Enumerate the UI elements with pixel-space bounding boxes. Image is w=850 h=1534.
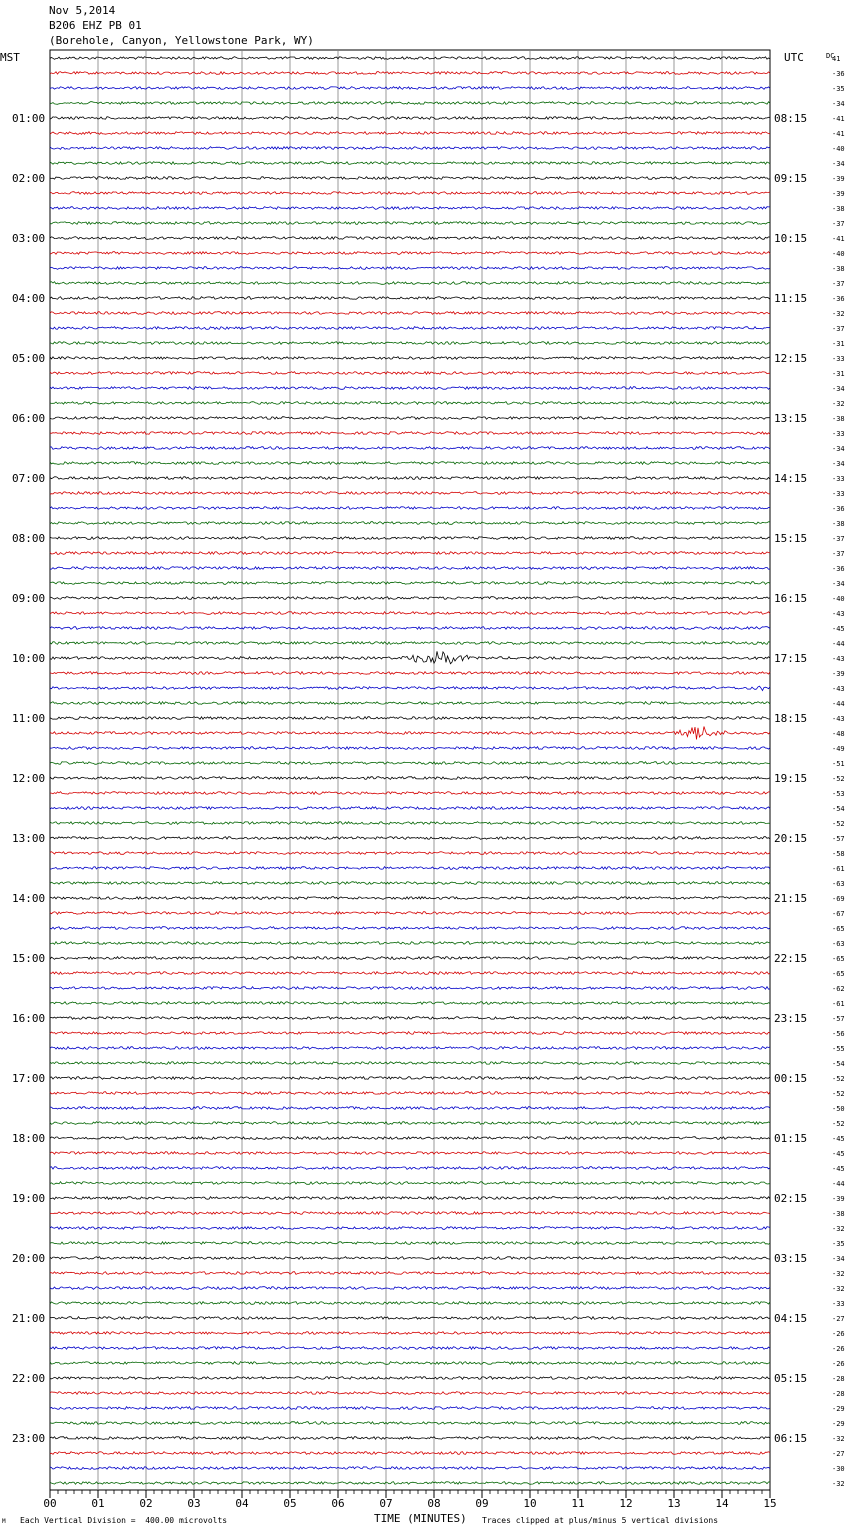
left-hour-label: 06:00 xyxy=(12,412,46,425)
dc-offset-label: -40 xyxy=(832,595,845,603)
dc-offset-label: -33 xyxy=(832,490,845,498)
trace-line xyxy=(50,777,770,780)
dc-offset-label: -32 xyxy=(832,400,845,408)
dc-offset-label: -50 xyxy=(832,1105,845,1113)
trace-line xyxy=(50,762,770,765)
dc-offset-label: -39 xyxy=(832,175,845,183)
trace-line xyxy=(50,1017,770,1020)
left-hour-label: 02:00 xyxy=(12,172,46,185)
dc-offset-label: -65 xyxy=(832,970,845,978)
trace-line xyxy=(50,942,770,945)
dc-offset-label: -37 xyxy=(832,280,845,288)
dc-offset-label: -37 xyxy=(832,220,845,228)
left-hour-label: 15:00 xyxy=(12,952,46,965)
right-hour-label: 03:15 xyxy=(774,1252,808,1265)
trace-line xyxy=(50,1452,770,1455)
dc-offset-label: -39 xyxy=(832,190,845,198)
left-hour-label: 17:00 xyxy=(12,1072,46,1085)
dc-offset-label: -38 xyxy=(832,520,845,528)
dc-offset-label: -53 xyxy=(832,790,845,798)
trace-line xyxy=(50,717,770,720)
dc-offset-label: -52 xyxy=(832,1090,845,1098)
trace-line xyxy=(50,686,770,690)
trace-line xyxy=(50,207,770,210)
right-hour-label: 15:15 xyxy=(774,532,808,545)
dc-offset-label: -33 xyxy=(832,1300,845,1308)
trace-line xyxy=(50,822,770,825)
dc-offset-label: -26 xyxy=(832,1345,845,1353)
dc-offset-label: -52 xyxy=(832,820,845,828)
trace-line xyxy=(50,1182,770,1185)
dc-offset-label: -41 xyxy=(832,235,845,243)
mst-label: MST xyxy=(0,51,20,64)
left-hour-label: 19:00 xyxy=(12,1192,46,1205)
dc-offset-label: -41 xyxy=(832,115,845,123)
trace-line xyxy=(50,582,770,585)
dc-offset-label: -32 xyxy=(832,1225,845,1233)
dc-offset-label: -32 xyxy=(832,1435,845,1443)
trace-line xyxy=(50,492,770,495)
dc-offset-label: -43 xyxy=(832,610,845,618)
trace-line xyxy=(50,1107,770,1110)
dc-offset-label: -48 xyxy=(832,730,845,738)
dc-offset-label: -40 xyxy=(832,145,845,153)
station-location: (Borehole, Canyon, Yellowstone Park, WY) xyxy=(49,34,314,47)
dc-offset-label: -38 xyxy=(832,265,845,273)
trace-line xyxy=(50,417,770,420)
dc-offset-label: -26 xyxy=(832,1360,845,1368)
trace-line xyxy=(50,912,770,915)
dc-offset-label: 41 xyxy=(832,55,841,63)
dc-offset-label: -57 xyxy=(832,835,845,843)
trace-line xyxy=(50,702,770,705)
trace-line xyxy=(50,87,770,90)
trace-line xyxy=(50,972,770,975)
trace-line xyxy=(50,672,770,675)
trace-line xyxy=(50,1482,770,1485)
trace-line xyxy=(50,1077,770,1080)
trace-line xyxy=(50,1347,770,1350)
dc-offset-label: -45 xyxy=(832,1150,845,1158)
dc-offset-label: -52 xyxy=(832,1075,845,1083)
dc-offset-label: -56 xyxy=(832,1030,845,1038)
dc-offset-label: -34 xyxy=(832,445,845,453)
trace-line xyxy=(50,1257,770,1260)
dc-offset-label: -51 xyxy=(832,760,845,768)
right-hour-label: 00:15 xyxy=(774,1072,808,1085)
trace-line xyxy=(50,552,770,555)
trace-line xyxy=(50,1032,770,1035)
dc-offset-label: -67 xyxy=(832,910,845,918)
trace-line xyxy=(50,72,770,75)
dc-offset-label: -28 xyxy=(832,1390,845,1398)
trace-line xyxy=(50,1407,770,1410)
x-axis-title: TIME (MINUTES) xyxy=(374,1512,467,1525)
x-tick-label: 09 xyxy=(475,1497,489,1510)
trace-line xyxy=(50,177,770,180)
x-tick-label: 02 xyxy=(139,1497,153,1510)
x-tick-label: 00 xyxy=(43,1497,57,1510)
right-hour-label: 01:15 xyxy=(774,1132,808,1145)
dc-offset-label: -61 xyxy=(832,865,845,873)
trace-line xyxy=(50,747,770,750)
dc-offset-label: -34 xyxy=(832,1255,845,1263)
dc-offset-label: -34 xyxy=(832,100,845,108)
x-tick-label: 12 xyxy=(619,1497,633,1510)
trace-line xyxy=(50,1362,770,1365)
dc-offset-label: -34 xyxy=(832,385,845,393)
dc-offset-label: -33 xyxy=(832,430,845,438)
trace-line xyxy=(50,1197,770,1200)
trace-line xyxy=(50,1137,770,1140)
dc-offset-label: -34 xyxy=(832,160,845,168)
trace-line xyxy=(50,1377,770,1380)
dc-offset-label: -35 xyxy=(832,85,845,93)
dc-offset-label: -32 xyxy=(832,1285,845,1293)
right-hour-label: 21:15 xyxy=(774,892,808,905)
right-hour-label: 16:15 xyxy=(774,592,808,605)
dc-offset-label: -37 xyxy=(832,325,845,333)
trace-line xyxy=(50,867,770,870)
trace-line xyxy=(50,372,770,375)
trace-line xyxy=(50,252,770,255)
right-hour-label: 14:15 xyxy=(774,472,808,485)
x-tick-label: 05 xyxy=(283,1497,297,1510)
left-hour-label: 03:00 xyxy=(12,232,46,245)
dc-offset-label: -32 xyxy=(832,310,845,318)
dc-offset-label: -54 xyxy=(832,805,845,813)
trace-line xyxy=(50,282,770,285)
trace-line xyxy=(50,792,770,795)
trace-line xyxy=(50,612,770,615)
trace-line xyxy=(50,312,770,315)
dc-offset-label: -33 xyxy=(832,355,845,363)
trace-line xyxy=(50,852,770,855)
x-tick-label: 03 xyxy=(187,1497,201,1510)
trace-line xyxy=(50,222,770,225)
left-hour-label: 18:00 xyxy=(12,1132,46,1145)
trace-line xyxy=(50,342,770,345)
dc-offset-label: -52 xyxy=(832,1120,845,1128)
x-tick-label: 13 xyxy=(667,1497,681,1510)
left-hour-label: 04:00 xyxy=(12,292,46,305)
x-tick-label: 06 xyxy=(331,1497,345,1510)
left-hour-label: 20:00 xyxy=(12,1252,46,1265)
trace-line xyxy=(50,297,770,300)
trace-line xyxy=(50,1212,770,1215)
right-hour-label: 19:15 xyxy=(774,772,808,785)
dc-offset-label: -34 xyxy=(832,580,845,588)
dc-offset-label: -31 xyxy=(832,370,845,378)
left-hour-label: 21:00 xyxy=(12,1312,46,1325)
x-tick-label: 08 xyxy=(427,1497,441,1510)
dc-offset-label: -38 xyxy=(832,205,845,213)
trace-line xyxy=(50,162,770,165)
dc-offset-label: -43 xyxy=(832,685,845,693)
trace-line xyxy=(50,387,770,390)
dc-offset-label: -38 xyxy=(832,1210,845,1218)
trace-line xyxy=(50,1002,770,1005)
dc-offset-label: -52 xyxy=(832,775,845,783)
utc-label: UTC xyxy=(784,51,804,64)
dc-offset-label: -32 xyxy=(832,1270,845,1278)
left-hour-label: 01:00 xyxy=(12,112,46,125)
trace-line xyxy=(50,57,770,60)
dc-offset-label: -45 xyxy=(832,625,845,633)
trace-line xyxy=(50,447,770,450)
dc-offset-label: -31 xyxy=(832,340,845,348)
trace-line xyxy=(50,957,770,960)
left-hour-label: 22:00 xyxy=(12,1372,46,1385)
clip-note: Traces clipped at plus/minus 5 vertical divisions xyxy=(482,1516,719,1525)
station-code: B206 EHZ PB 01 xyxy=(49,19,142,32)
dc-offset-label: -37 xyxy=(832,550,845,558)
dc-offset-label: -44 xyxy=(832,1180,845,1188)
dc-offset-label: -69 xyxy=(832,895,845,903)
dc-offset-label: -57 xyxy=(832,1015,845,1023)
trace-line xyxy=(50,642,770,645)
left-hour-label: 10:00 xyxy=(12,652,46,665)
right-hour-label: 05:15 xyxy=(774,1372,808,1385)
trace-line xyxy=(50,987,770,990)
dc-offset-label: -43 xyxy=(832,655,845,663)
trace-line xyxy=(50,567,770,570)
dc-offset-label: -36 xyxy=(832,505,845,513)
left-hour-label: 09:00 xyxy=(12,592,46,605)
trace-line xyxy=(50,1332,770,1335)
trace-line xyxy=(50,651,770,663)
trace-line xyxy=(50,1467,770,1470)
trace-line xyxy=(50,897,770,900)
right-hour-label: 18:15 xyxy=(774,712,808,725)
trace-line xyxy=(50,927,770,930)
trace-line xyxy=(50,727,770,740)
right-hour-label: 23:15 xyxy=(774,1012,808,1025)
right-hour-label: 06:15 xyxy=(774,1432,808,1445)
trace-line xyxy=(50,597,770,600)
dc-offset-label: -27 xyxy=(832,1450,845,1458)
x-tick-label: 14 xyxy=(715,1497,729,1510)
trace-line xyxy=(50,1317,770,1320)
corner-mark: M xyxy=(2,1518,6,1525)
trace-line xyxy=(50,1227,770,1230)
trace-line xyxy=(50,507,770,510)
dc-offset-label: -37 xyxy=(832,535,845,543)
right-hour-label: 13:15 xyxy=(774,412,808,425)
right-hour-label: 08:15 xyxy=(774,112,808,125)
trace-line xyxy=(50,1062,770,1065)
right-hour-label: 12:15 xyxy=(774,352,808,365)
trace-line xyxy=(50,462,770,465)
x-tick-label: 01 xyxy=(91,1497,105,1510)
x-tick-label: 11 xyxy=(571,1497,585,1510)
right-hour-label: 11:15 xyxy=(774,292,808,305)
trace-line xyxy=(50,1287,770,1290)
dc-offset-label: -65 xyxy=(832,955,845,963)
dc-header: DC xyxy=(826,52,835,60)
dc-offset-label: -44 xyxy=(832,640,845,648)
dc-offset-label: -40 xyxy=(832,250,845,258)
right-hour-label: 10:15 xyxy=(774,232,808,245)
trace-line xyxy=(50,1152,770,1155)
dc-offset-label: -27 xyxy=(832,1315,845,1323)
left-hour-label: 13:00 xyxy=(12,832,46,845)
dc-offset-label: -63 xyxy=(832,880,845,888)
trace-line xyxy=(50,237,770,240)
trace-line xyxy=(50,1167,770,1170)
dc-offset-label: -41 xyxy=(832,130,845,138)
trace-line xyxy=(50,1272,770,1275)
dc-offset-label: -35 xyxy=(832,1240,845,1248)
left-hour-label: 11:00 xyxy=(12,712,46,725)
dc-offset-label: -45 xyxy=(832,1165,845,1173)
dc-offset-label: -36 xyxy=(832,565,845,573)
trace-line xyxy=(50,537,770,540)
left-hour-label: 23:00 xyxy=(12,1432,46,1445)
trace-line xyxy=(50,1392,770,1395)
dc-offset-label: -32 xyxy=(832,1480,845,1488)
dc-offset-label: -36 xyxy=(832,70,845,78)
right-hour-label: 17:15 xyxy=(774,652,808,665)
dc-offset-label: -36 xyxy=(832,295,845,303)
trace-line xyxy=(50,627,770,630)
trace-line xyxy=(50,477,770,480)
trace-line xyxy=(50,882,770,885)
left-hour-label: 16:00 xyxy=(12,1012,46,1025)
dc-offset-label: -39 xyxy=(832,1195,845,1203)
dc-offset-label: -49 xyxy=(832,745,845,753)
trace-line xyxy=(50,1242,770,1245)
trace-line xyxy=(50,357,770,360)
trace-line xyxy=(50,102,770,105)
x-tick-label: 15 xyxy=(763,1497,777,1510)
dc-offset-label: -63 xyxy=(832,940,845,948)
trace-line xyxy=(50,837,770,840)
dc-offset-label: -58 xyxy=(832,850,845,858)
scale-note: Each Vertical Division = 400.00 microvolts xyxy=(20,1516,228,1525)
dc-offset-label: -26 xyxy=(832,1330,845,1338)
dc-offset-label: -54 xyxy=(832,1060,845,1068)
right-hour-label: 22:15 xyxy=(774,952,808,965)
dc-offset-label: -28 xyxy=(832,1375,845,1383)
x-tick-label: 10 xyxy=(523,1497,537,1510)
trace-line xyxy=(50,192,770,195)
right-hour-label: 20:15 xyxy=(774,832,808,845)
trace-line xyxy=(50,132,770,135)
dc-offset-label: -34 xyxy=(832,460,845,468)
right-hour-label: 04:15 xyxy=(774,1312,808,1325)
chart-date: Nov 5,2014 xyxy=(49,4,116,17)
dc-offset-label: -39 xyxy=(832,670,845,678)
trace-line xyxy=(50,1092,770,1095)
trace-line xyxy=(50,117,770,120)
trace-line xyxy=(50,807,770,810)
dc-offset-label: -55 xyxy=(832,1045,845,1053)
dc-offset-label: -62 xyxy=(832,985,845,993)
dc-offset-label: -29 xyxy=(832,1405,845,1413)
dc-offset-label: -61 xyxy=(832,1000,845,1008)
x-tick-label: 07 xyxy=(379,1497,393,1510)
dc-offset-label: -65 xyxy=(832,925,845,933)
trace-line xyxy=(50,1047,770,1050)
left-hour-label: 05:00 xyxy=(12,352,46,365)
trace-line xyxy=(50,267,770,270)
trace-line xyxy=(50,1122,770,1125)
dc-offset-label: -43 xyxy=(832,715,845,723)
trace-line xyxy=(50,1302,770,1305)
trace-line xyxy=(50,327,770,330)
dc-offset-label: -30 xyxy=(832,1465,845,1473)
trace-line xyxy=(50,1437,770,1440)
trace-line xyxy=(50,1422,770,1425)
trace-line xyxy=(50,402,770,405)
x-tick-label: 04 xyxy=(235,1497,249,1510)
dc-offset-label: -33 xyxy=(832,475,845,483)
dc-offset-label: -45 xyxy=(832,1135,845,1143)
dc-offset-label: -44 xyxy=(832,700,845,708)
right-hour-label: 02:15 xyxy=(774,1192,808,1205)
left-hour-label: 07:00 xyxy=(12,472,46,485)
left-hour-label: 12:00 xyxy=(12,772,46,785)
left-hour-label: 14:00 xyxy=(12,892,46,905)
trace-line xyxy=(50,147,770,150)
trace-line xyxy=(50,522,770,525)
trace-line xyxy=(50,432,770,435)
dc-offset-label: -38 xyxy=(832,415,845,423)
dc-offset-label: -29 xyxy=(832,1420,845,1428)
right-hour-label: 09:15 xyxy=(774,172,808,185)
left-hour-label: 08:00 xyxy=(12,532,46,545)
